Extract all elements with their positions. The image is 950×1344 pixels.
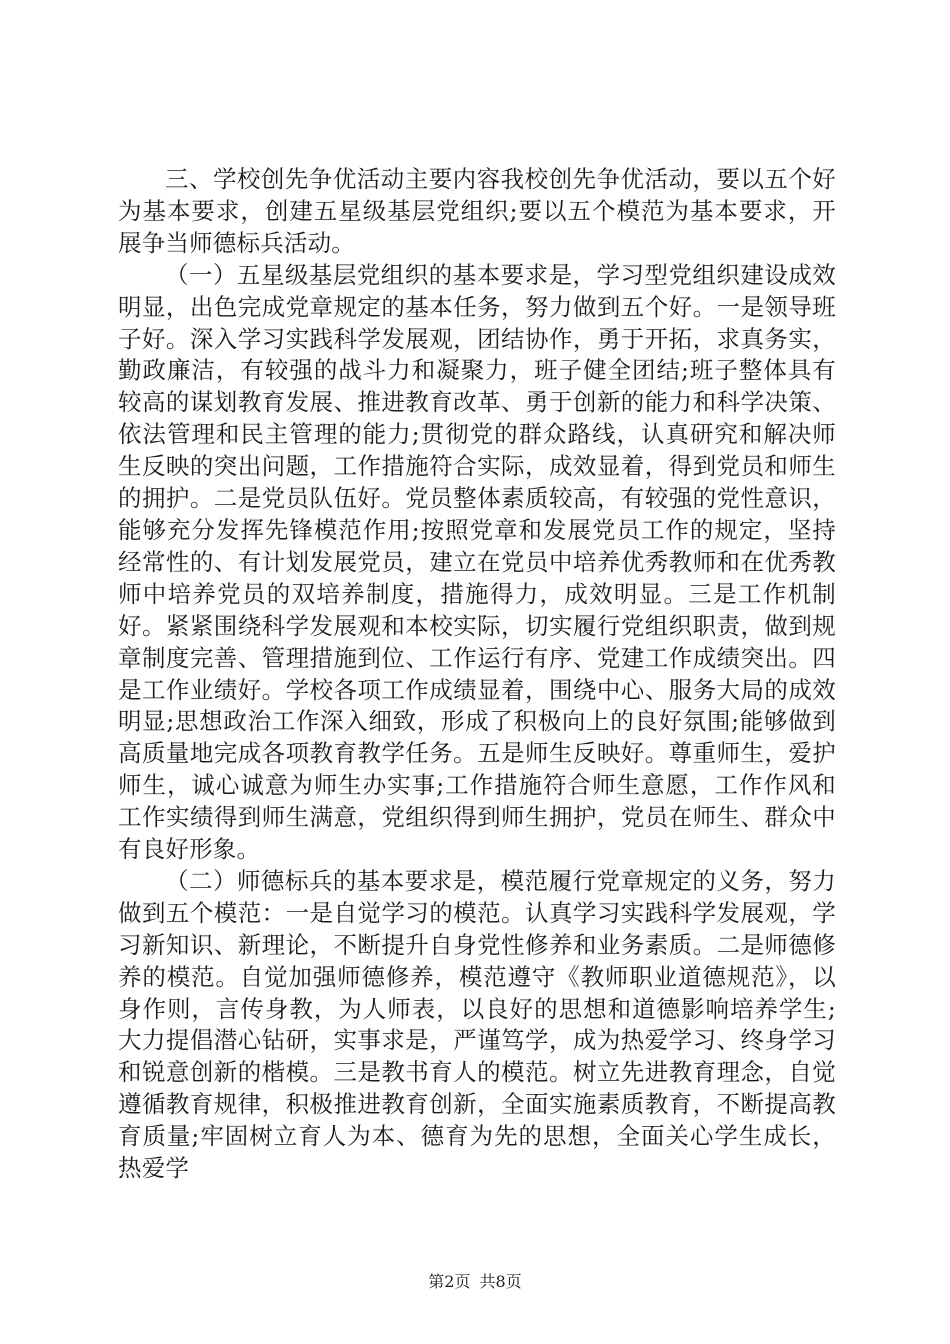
paragraph-five-star-requirements: （一）五星级基层党组织的基本要求是，学习型党组织建设成效明显，出色完成党章规定的基本任务，努力做到五个好。一是领导班子好。深入学习实践科学发展观，团结协作，勇于开拓，求真务实，勤政廉洁，有较强的战斗力和凝聚力，班子健全团结;班子整体具有较高的谋划教育发展、推进教育改革、勇于创新的能力和科学决策、依法管理和民主管理的能力;贯彻党的群众路线，认真研究和解决师生反映的突出问题，工作措施符合实际，成效显着，得到党员和师生的拥护。二是党员队伍好。党员整体素质较高，有较强的党性意识，能够充分发挥先锋模范作用;按照党章和发展党员工作的规定，坚持经常性的、有计划发展党员，建立在党员中培养优秀教师和在优秀教师中培养党员的双培养制度，措施得力，成效明显。三是工作机制好。紧紧围绕科学发展观和本校实际，切实履行党组织职责，做到规章制度完善、管理措施到位、工作运行有序、党建工作成绩突出。四是工作业绩好。学校各项工作成绩显着，围绕中心、服务大局的成效明显;思想政治工作深入细致，形成了积极向上的良好氛围;能够做到高质量地完成各项教育教学任务。五是师生反映好。尊重师生，爱护师生，诚心诚意为师生办实事;工作措施符合师生意愿，工作作风和工作实绩得到师生满意，党组织得到师生拥护，党员在师生、群众中有良好形象。 bbox=[118, 260, 836, 864]
paragraph-teacher-model-requirements: （二）师德标兵的基本要求是，模范履行党章规定的义务，努力做到五个模范：一是自觉学习的模范。认真学习实践科学发展观，学习新知识、新理论，不断提升自身党性修养和业务素质。二是师德修养的模范。自觉加强师德修养，模范遵守《教师职业道德规范》，以身作则，言传身教，为人师表，以良好的思想和道德影响培养学生;大力提倡潜心钻研，实事求是，严谨笃学，成为热爱学习、终身学习和锐意创新的楷模。三是教书育人的模范。树立先进教育理念，自觉遵循教育规律，积极推进教育创新，全面实施素质教育，不断提高教育质量;牢固树立育人为本、德育为先的思想，全面关心学生成长，热爱学 bbox=[118, 866, 836, 1183]
paragraph-section-three: 三、学校创先争优活动主要内容我校创先争优活动，要以五个好为基本要求，创建五星级基层党组织;要以五个模范为基本要求，开展争当师德标兵活动。 bbox=[118, 165, 836, 257]
page-footer bbox=[0, 1272, 950, 1292]
page-number: 第2页 bbox=[428, 1272, 471, 1291]
page-total: 共8页 bbox=[479, 1272, 522, 1291]
document-body bbox=[118, 164, 836, 1185]
